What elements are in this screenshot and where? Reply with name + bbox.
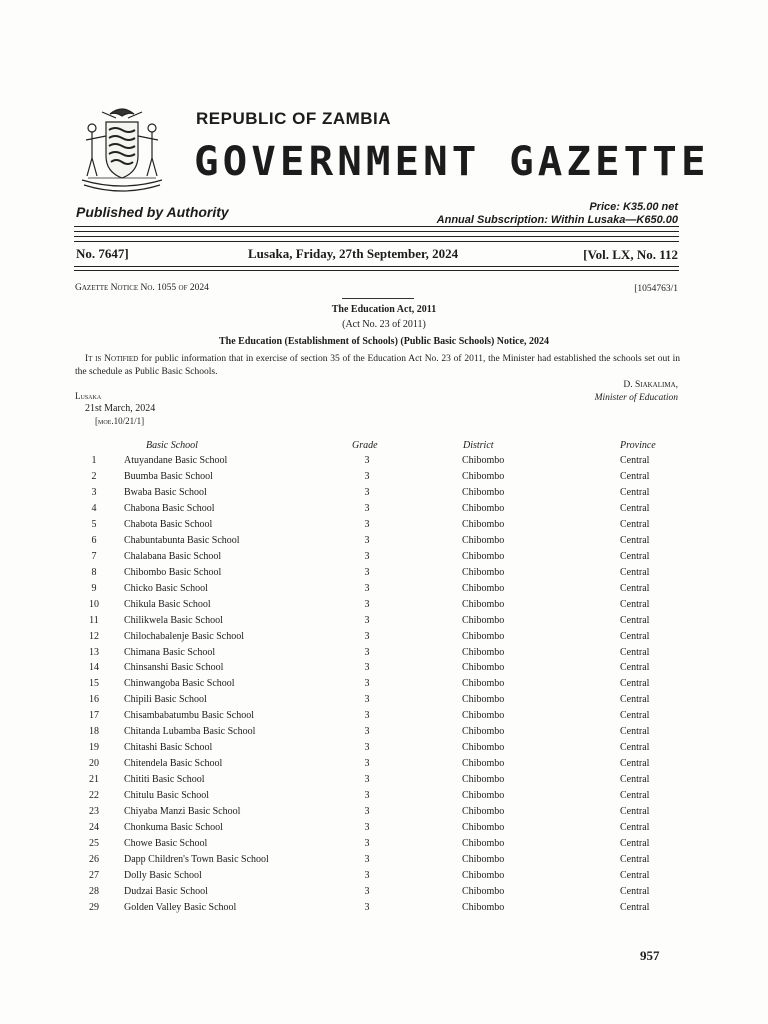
grade-value: 3 [364, 885, 370, 897]
header-rule [74, 231, 679, 232]
file-reference: [moe.10/21/1] [95, 416, 145, 426]
row-number: 27 [89, 869, 99, 881]
row-number: 26 [89, 854, 99, 865]
district-name: Chibombo [462, 662, 505, 674]
page-number: 957 [640, 948, 660, 963]
gazette-date: Lusaka, Friday, 27th September, 2024 [248, 246, 459, 261]
table-row [0, 599, 768, 615]
district-name: Chibombo [462, 885, 505, 897]
table-row [0, 774, 768, 790]
row-number: 25 [89, 838, 99, 850]
header-rule [74, 241, 679, 242]
province-name: Central [620, 614, 650, 626]
grade-value: 3 [364, 486, 370, 498]
province-name: Central [620, 742, 650, 754]
column-header-province: Province [620, 440, 656, 451]
district-name: Chibombo [462, 534, 505, 546]
district-name: Chibombo [462, 455, 505, 466]
gazette-number: No. 7647] [76, 246, 129, 261]
table-row [0, 742, 768, 758]
row-number: 11 [89, 614, 99, 626]
school-name: Chowe Basic School [124, 838, 208, 850]
grade-value: 3 [364, 534, 370, 546]
column-header-grade: Grade [352, 440, 378, 451]
grade-value: 3 [364, 774, 370, 786]
province-name: Central [620, 678, 650, 690]
table-row [0, 519, 768, 535]
table-row [0, 567, 768, 583]
school-name: Chalabana Basic School [124, 550, 222, 562]
table-row [0, 806, 768, 822]
grade-value: 3 [364, 662, 370, 674]
province-name: Central [620, 838, 650, 850]
table-row [0, 551, 768, 567]
republic-heading: REPUBLIC OF ZAMBIA [196, 109, 392, 128]
grade-value: 3 [364, 869, 370, 881]
grade-value: 3 [364, 455, 370, 466]
district-name: Chibombo [462, 518, 505, 530]
province-name: Central [620, 901, 650, 913]
school-name: Chabota Basic School [124, 518, 213, 530]
table-row [0, 758, 768, 774]
coat-of-arms-emblem [72, 100, 172, 200]
table-row [0, 838, 768, 854]
school-name: Chitashi Basic School [124, 742, 213, 754]
table-row [0, 726, 768, 742]
province-name: Central [620, 646, 650, 658]
school-name: Chonkuma Basic School [124, 822, 223, 834]
district-name: Chibombo [462, 470, 505, 482]
gazette-title: GOVERNMENT GAZETTE [194, 139, 710, 185]
grade-value: 3 [364, 822, 370, 834]
province-name: Central [620, 534, 650, 546]
province-name: Central [620, 518, 650, 530]
school-name: Chabona Basic School [124, 502, 215, 514]
table-row [0, 631, 768, 647]
table-row [0, 902, 768, 918]
row-number: 24 [89, 822, 99, 834]
district-name: Chibombo [462, 854, 505, 865]
table-row [0, 455, 768, 471]
district-name: Chibombo [462, 901, 505, 913]
province-name: Central [620, 790, 650, 802]
school-name: Bwaba Basic School [124, 486, 207, 498]
school-name: Chititi Basic School [124, 774, 205, 786]
place: Lusaka [75, 391, 102, 401]
header-rule [74, 236, 679, 237]
row-number: 7 [91, 550, 97, 562]
header-rule [74, 266, 679, 267]
grade-value: 3 [364, 518, 370, 530]
district-name: Chibombo [462, 806, 505, 818]
row-number: 3 [91, 486, 97, 498]
grade-value: 3 [364, 614, 370, 626]
grade-value: 3 [364, 502, 370, 514]
school-name: Chikula Basic School [124, 598, 211, 610]
row-number: 18 [89, 726, 99, 738]
header-rule [74, 226, 679, 227]
table-row [0, 647, 768, 663]
grade-value: 3 [364, 806, 370, 818]
school-name: Chilochabalenje Basic School [124, 630, 244, 642]
row-number: 9 [91, 582, 97, 594]
district-name: Chibombo [462, 598, 505, 610]
province-name: Central [620, 486, 650, 498]
district-name: Chibombo [462, 726, 505, 738]
gazette-notice-number: Gazette Notice No. 1055 of 2024 [75, 283, 209, 293]
district-name: Chibombo [462, 550, 505, 562]
grade-value: 3 [364, 630, 370, 642]
school-name: Chilikwela Basic School [124, 614, 223, 626]
school-name: Buumba Basic School [124, 470, 213, 482]
grade-value: 3 [364, 901, 370, 913]
province-name: Central [620, 550, 650, 562]
district-name: Chibombo [462, 710, 505, 722]
table-row [0, 694, 768, 710]
province-name: Central [620, 566, 650, 578]
school-name: Chibombo Basic School [124, 566, 222, 578]
province-name: Central [620, 502, 650, 514]
row-number: 17 [89, 710, 99, 722]
school-name: Dolly Basic School [124, 869, 202, 881]
act-title: The Education Act, 2011 [331, 304, 437, 315]
subscription-text: Annual Subscription: Within Lusaka—K650.00 [436, 214, 678, 226]
table-row [0, 822, 768, 838]
district-name: Chibombo [462, 790, 505, 802]
notice-date: 21st March, 2024 [85, 403, 156, 414]
row-number: 28 [89, 885, 99, 897]
notice-body-text: for public information that in exercise of section 35 of the Education Act No. 23 of 2011, the Minister had established the schools set out in the schedule as Public Basic Schools. [75, 354, 681, 377]
row-number: 16 [89, 694, 99, 706]
school-name: Chipili Basic School [124, 694, 207, 706]
row-number: 2 [91, 470, 97, 482]
row-number: 5 [91, 518, 97, 530]
row-number: 13 [89, 646, 99, 658]
table-row [0, 503, 768, 519]
act-number: (Act No. 23 of 2011) [342, 319, 426, 330]
table-row [0, 870, 768, 886]
district-name: Chibombo [462, 742, 505, 754]
school-name: Chimana Basic School [124, 646, 216, 658]
district-name: Chibombo [462, 758, 505, 770]
school-name: Dapp Children's Town Basic School [124, 854, 269, 865]
province-name: Central [620, 774, 650, 786]
province-name: Central [620, 758, 650, 770]
notice-body [75, 353, 680, 379]
province-name: Central [620, 710, 650, 722]
signature-block [595, 379, 678, 405]
province-name: Central [620, 582, 650, 594]
row-number: 6 [91, 534, 97, 546]
school-name: Chisambabatumbu Basic School [124, 710, 254, 722]
column-header-school: Basic School [146, 440, 198, 451]
grade-value: 3 [364, 678, 370, 690]
district-name: Chibombo [462, 774, 505, 786]
table-row [0, 662, 768, 678]
province-name: Central [620, 694, 650, 706]
title-rule [342, 298, 414, 299]
province-name: Central [620, 869, 650, 881]
row-number: 29 [89, 901, 99, 913]
school-name: Chitendela Basic School [124, 758, 223, 770]
grade-value: 3 [364, 758, 370, 770]
district-name: Chibombo [462, 566, 505, 578]
table-row [0, 535, 768, 551]
province-name: Central [620, 598, 650, 610]
grade-value: 3 [364, 470, 370, 482]
district-name: Chibombo [462, 822, 505, 834]
table-row [0, 790, 768, 806]
table-row [0, 710, 768, 726]
district-name: Chibombo [462, 869, 505, 881]
column-header-district: District [463, 440, 494, 451]
grade-value: 3 [364, 582, 370, 594]
grade-value: 3 [364, 726, 370, 738]
price-text: Price: K35.00 net [589, 201, 678, 213]
table-row [0, 615, 768, 631]
table-row [0, 854, 768, 870]
row-number: 22 [89, 790, 99, 802]
district-name: Chibombo [462, 838, 505, 850]
notice-reference: [1054763/1 [634, 284, 678, 294]
district-name: Chibombo [462, 630, 505, 642]
grade-value: 3 [364, 550, 370, 562]
school-name: Atuyandane Basic School [124, 455, 228, 466]
signer-name: D. Siakalima, [623, 380, 678, 390]
row-number: 8 [91, 566, 97, 578]
published-by-authority: Published by Authority [76, 204, 229, 220]
province-name: Central [620, 662, 650, 674]
district-name: Chibombo [462, 614, 505, 626]
gazette-volume: [Vol. LX, No. 112 [583, 247, 678, 262]
signer-title: Minister of Education [594, 393, 678, 403]
school-name: Chabuntabunta Basic School [124, 534, 240, 546]
district-name: Chibombo [462, 582, 505, 594]
school-name: Chiyaba Manzi Basic School [124, 806, 241, 818]
grade-value: 3 [364, 598, 370, 610]
province-name: Central [620, 822, 650, 834]
district-name: Chibombo [462, 486, 505, 498]
district-name: Chibombo [462, 678, 505, 690]
school-name: Chitulu Basic School [124, 790, 209, 802]
province-name: Central [620, 630, 650, 642]
table-row [0, 678, 768, 694]
row-number: 21 [89, 774, 99, 786]
row-number: 20 [89, 758, 99, 770]
school-name: Dudzai Basic School [124, 885, 208, 897]
school-name: Chicko Basic School [124, 582, 208, 594]
province-name: Central [620, 470, 650, 482]
school-name: Chitanda Lubamba Basic School [124, 726, 256, 738]
row-number: 19 [89, 742, 99, 754]
school-name: Chinwangoba Basic School [124, 678, 235, 690]
grade-value: 3 [364, 694, 370, 706]
row-number: 14 [89, 662, 99, 674]
province-name: Central [620, 726, 650, 738]
row-number: 1 [91, 455, 97, 466]
table-row [0, 471, 768, 487]
row-number: 4 [91, 502, 97, 514]
province-name: Central [620, 854, 650, 865]
school-name: Chinsanshi Basic School [124, 662, 224, 674]
district-name: Chibombo [462, 646, 505, 658]
grade-value: 3 [364, 790, 370, 802]
district-name: Chibombo [462, 502, 505, 514]
row-number: 23 [89, 806, 99, 818]
row-number: 15 [89, 678, 99, 690]
province-name: Central [620, 885, 650, 897]
row-number: 12 [89, 630, 99, 642]
header-rule [74, 270, 679, 271]
grade-value: 3 [364, 854, 370, 865]
district-name: Chibombo [462, 694, 505, 706]
price-block [437, 201, 678, 227]
grade-value: 3 [364, 742, 370, 754]
grade-value: 3 [364, 566, 370, 578]
grade-value: 3 [364, 710, 370, 722]
grade-value: 3 [364, 838, 370, 850]
table-row [0, 886, 768, 902]
table-row [0, 583, 768, 599]
table-row [0, 487, 768, 503]
grade-value: 3 [364, 646, 370, 658]
notice-body-lead: It is Notified [85, 354, 139, 364]
province-name: Central [620, 455, 650, 466]
school-name: Golden Valley Basic School [124, 901, 237, 913]
row-number: 10 [89, 598, 99, 610]
province-name: Central [620, 806, 650, 818]
notice-title: The Education (Establishment of Schools) (Public Basic Schools) Notice, 2024 [218, 336, 550, 347]
